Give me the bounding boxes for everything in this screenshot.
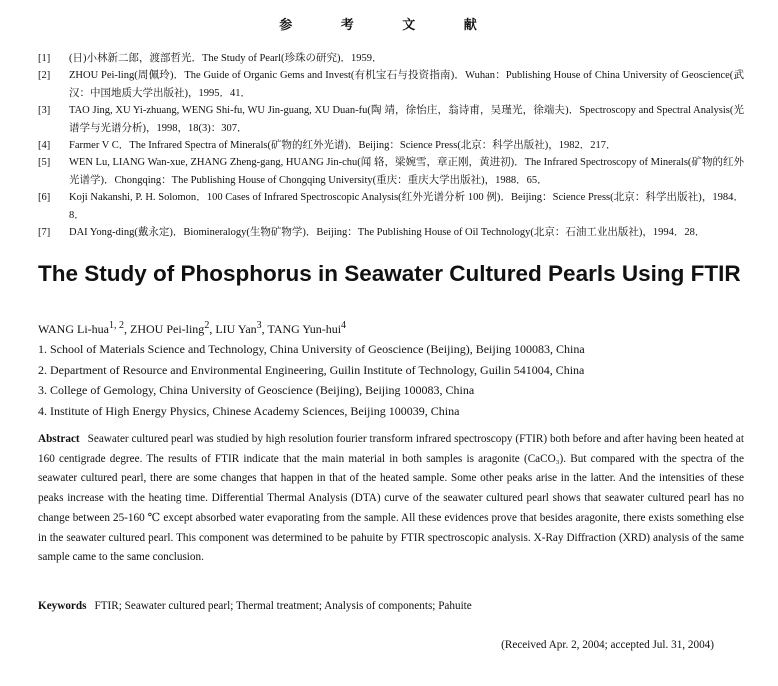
- reference-number: [1]: [38, 53, 51, 64]
- abstract-text: Seawater cultured pearl was studied by high resolution fourier transform infrared spectroscopy (FTIR) both before and after having been heated at 160 centigrade degree. The results of FTIR indicate that the main material in both samples is aragonite (CaCO₃). But compared with the spectra of the seawater cultured pearl, there are some changes that happen in that of the heated sample. Some other peaks arise in the latter. And the intensities of these peaks increase with the heating time. Differential Thermal Analysis (DTA) curve of the seawater cultured pearl shows that seawater cultured pearl has no change between 25-160 ℃ except absorbed water evaporating from the sample. All these evidences prove that besides aragonite, there exists something else in the seawater cultured pearl. This component was determined to be pahuite by FTIR spectroscopic analysis. X-Ray Diffraction (XRD) analysis of the same sample came to the same conclusion.: [38, 433, 744, 564]
- reference-number: [2]: [38, 70, 51, 82]
- author-line: [38, 316, 744, 339]
- reference-item: [38, 67, 744, 102]
- author-block: [38, 316, 744, 421]
- abstract-label: Abstract: [38, 433, 80, 445]
- reference-text: Farmer V C．The Infrared Spectra of Minerals(矿物的红外光谱)．Beijing：Science Press(北京：科学出版社)，1982．217．: [69, 140, 617, 152]
- keywords: [38, 600, 744, 612]
- reference-item: [38, 224, 744, 241]
- author-name: TANG Yun-hui: [267, 322, 342, 336]
- affiliation: 2. Department of Resource and Environmental Engineering, Guilin Institute of Technology, Guilin 541004, China: [38, 362, 585, 377]
- author-name: WANG Li-hua: [38, 322, 109, 336]
- paper-title: The Study of Phosphorus in Seawater Cultured Pearls Using FTIR: [38, 261, 741, 286]
- author-name: ZHOU Pei-ling: [129, 322, 205, 336]
- author-separator: ,: [261, 322, 268, 336]
- affiliation: 3. College of Gemology, China University of Geoscience (Beijing), Beijing 100083, China: [38, 383, 475, 397]
- reference-list: [38, 50, 744, 241]
- references-heading: 参 考 文 献: [279, 18, 499, 33]
- reference-item: [38, 154, 744, 189]
- reference-text: ZHOU Pei-ling(周佩玲)．The Guide of Organic Gems and Invest(有机宝石与投资指南)．Wuhan：Publishing House of China University of Geoscience(武汉：中国地质大学出版社)，1995．41．: [69, 70, 744, 99]
- keywords-label: Keywords: [38, 600, 87, 612]
- reference-item: [38, 102, 744, 137]
- reference-number: [3]: [38, 105, 51, 117]
- reference-text: WEN Lu, LIANG Wan-xue, ZHANG Zheng-gang, HUANG Jin-chu(闻 辂，梁婉雪，章正刚，黄进初)．The Infrared Spectroscopy of Minerals(矿物的红外光谱学)．Chongqing：The Publishing House of Chongqing University(重庆：重庆大学出版社)，1988．65．: [69, 157, 744, 186]
- affiliation: 1. School of Materials Science and Technology, China University of Geoscience (Beijing), Beijing 100083, China: [38, 342, 585, 356]
- reference-item: [38, 50, 744, 67]
- reference-text: (日)小林新二郎，渡部哲光．The Study of Pearl(珍珠の研究)．1959．: [69, 53, 383, 64]
- abstract: [38, 430, 744, 568]
- author-separator: ,: [209, 322, 216, 336]
- reference-item: [38, 137, 744, 154]
- author-affiliation-marker: 3: [256, 320, 262, 331]
- reference-text: DAI Yong-ding(戴永定)．Biomineralogy(生物矿物学)．Beijing：The Publishing House of Oil Technology(北京：石油工业出版社)，1994．28．: [69, 227, 706, 239]
- author-separator: ,: [123, 322, 130, 336]
- author-affiliation-marker: 4: [341, 320, 347, 331]
- received-date: (Received Apr. 2, 2004; accepted Jul. 31, 2004): [501, 639, 714, 651]
- reference-text: TAO Jing, XU Yi-zhuang, WENG Shi-fu, WU Jin-guang, XU Duan-fu(陶 靖，徐怡庄，翁诗甫，吴瑾光，徐端夫)．Spectroscopy and Spectral Analysis(光谱学与光谱分析)，1998，18(3)：307．: [69, 105, 744, 134]
- author-affiliation-marker: 1, 2: [108, 320, 124, 331]
- affiliation: 4. Institute of High Energy Physics, Chinese Academy Sciences, Beijing 100039, China: [38, 403, 460, 418]
- reference-number: [7]: [38, 227, 51, 239]
- reference-item: [38, 189, 744, 224]
- keywords-text: FTIR; Seawater cultured pearl; Thermal treatment; Analysis of components; Pahuite: [94, 600, 472, 612]
- reference-text: Koji Nakanshi, P. H. Solomon．100 Cases of Infrared Spectroscopic Analysis(红外光谱分析 100 例)．Beijing：Science Press(北京：科学出版社)，1984．8．: [69, 192, 744, 221]
- reference-number: [6]: [38, 192, 51, 204]
- reference-number: [5]: [38, 157, 51, 169]
- author-name: LIU Yan: [215, 322, 257, 336]
- author-affiliation-marker: 2: [204, 320, 210, 331]
- reference-number: [4]: [38, 140, 51, 152]
